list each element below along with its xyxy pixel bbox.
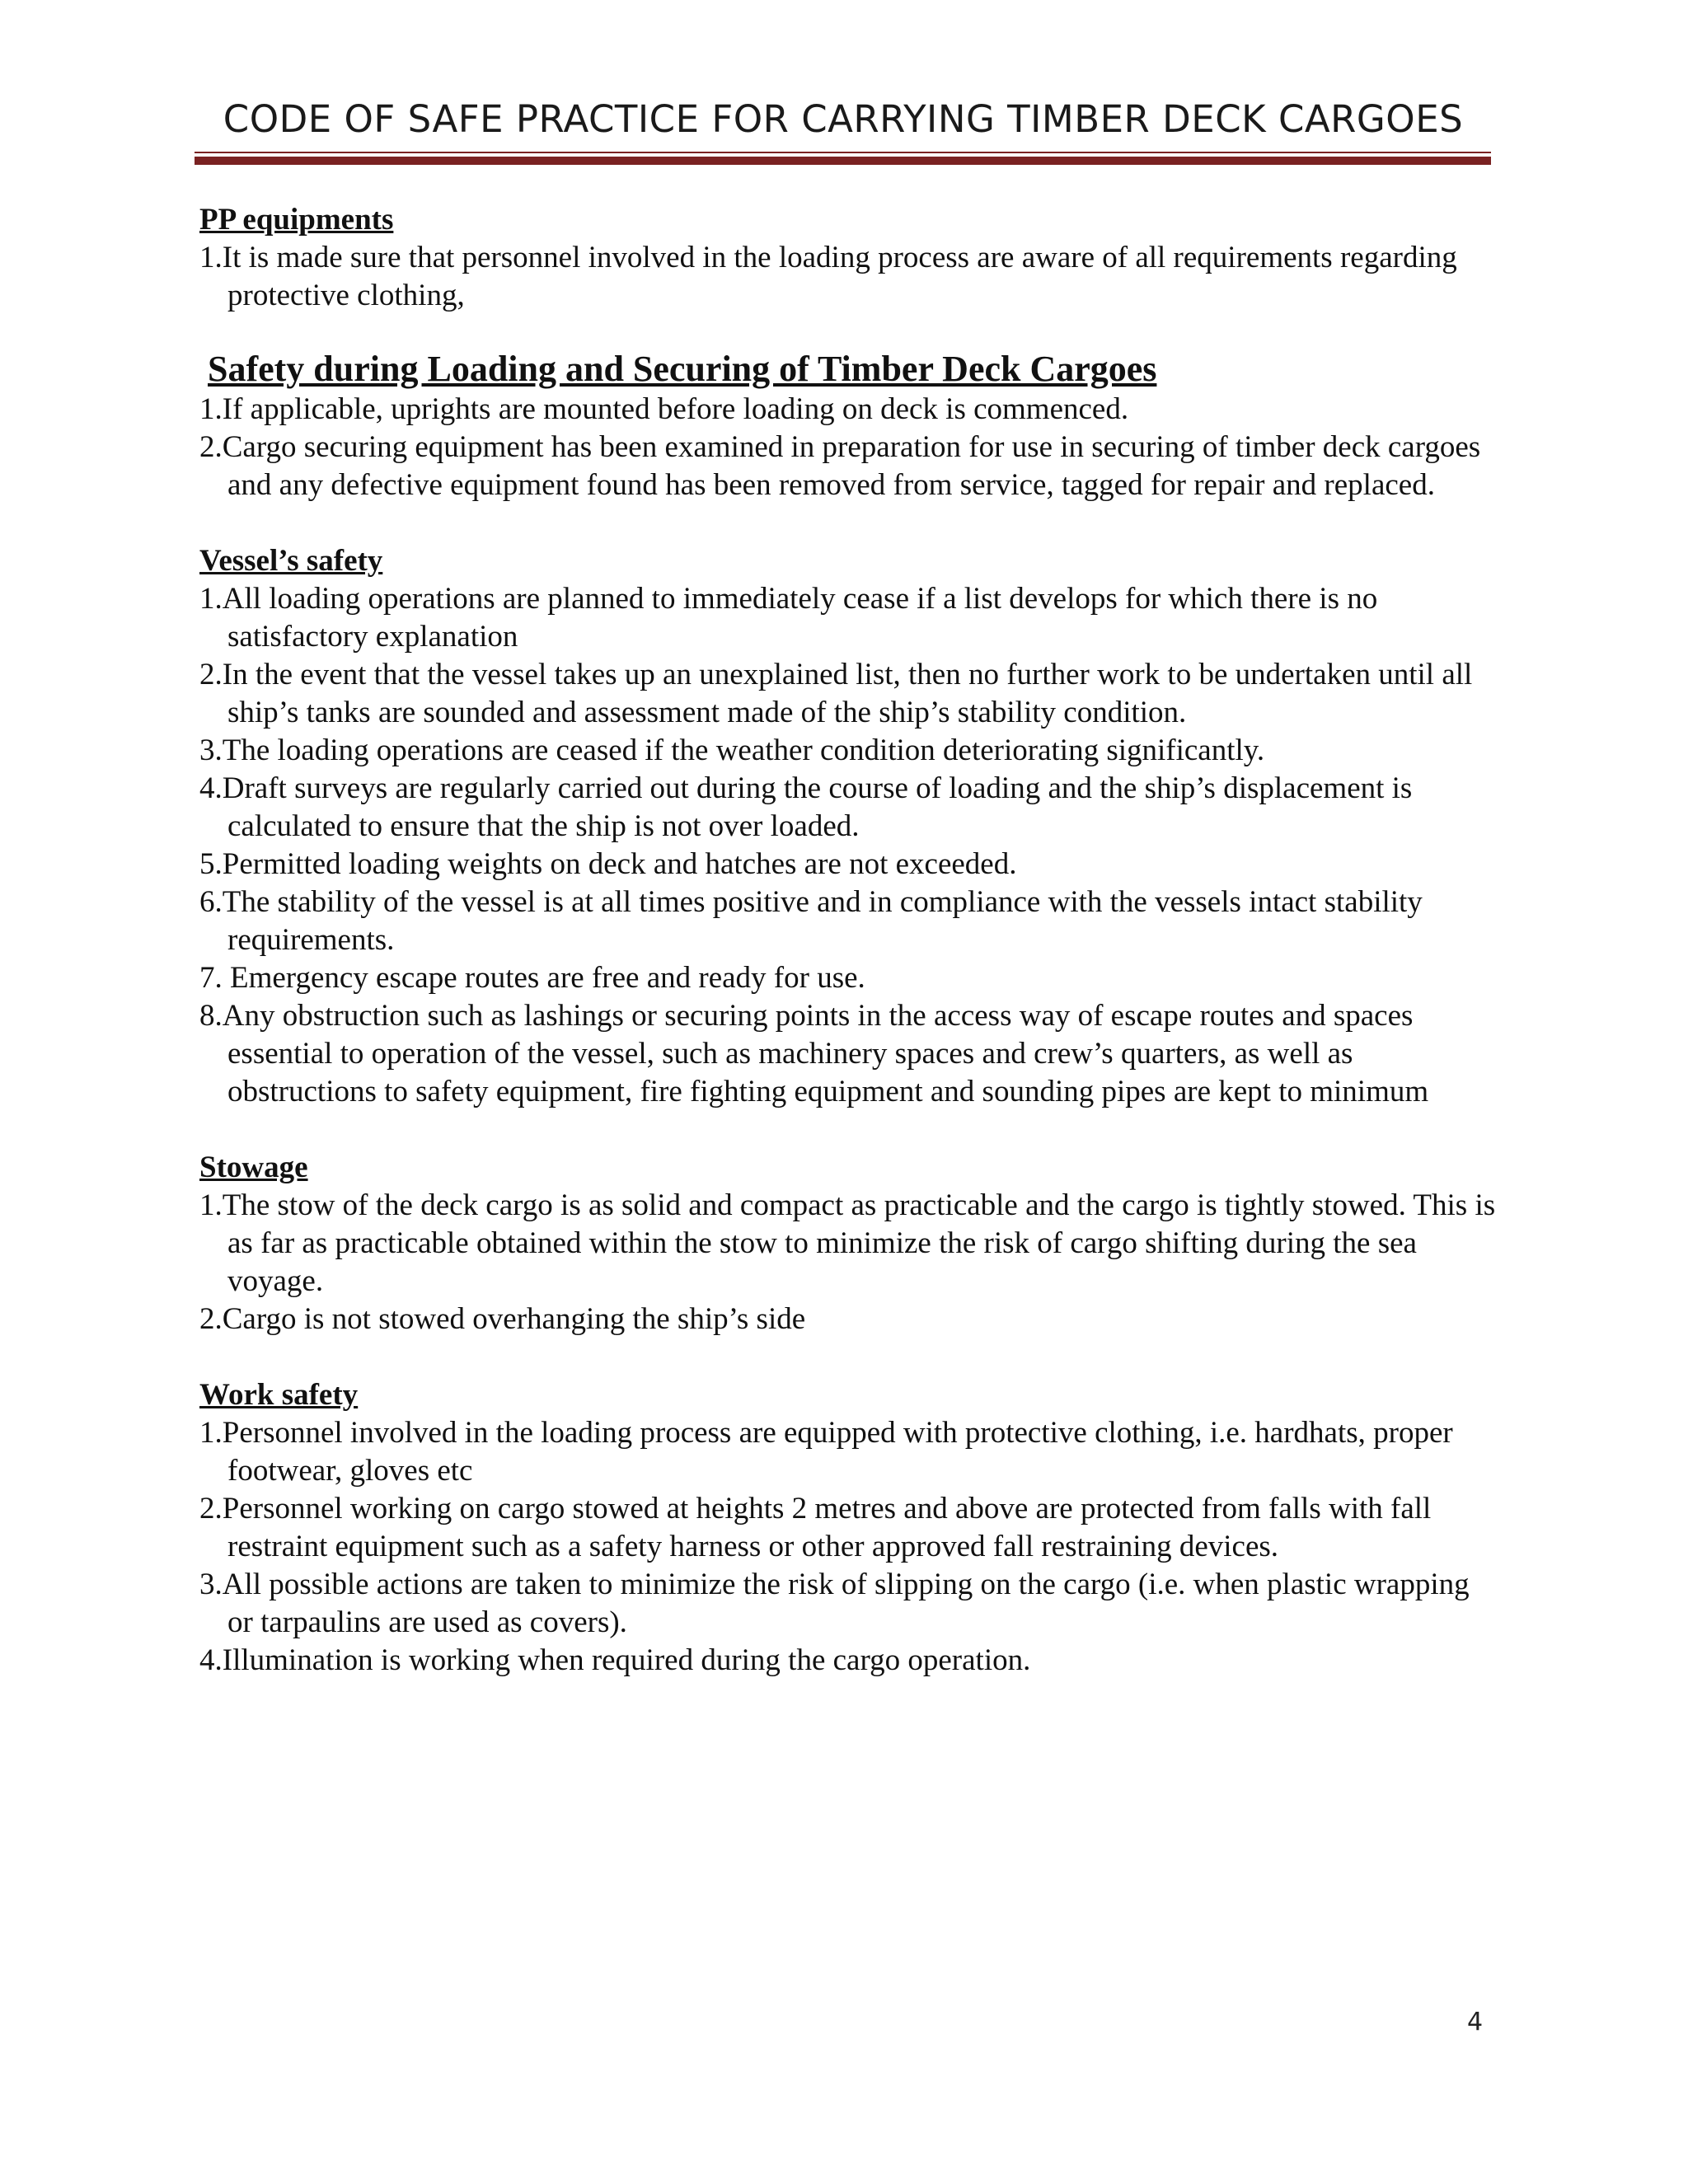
list-item: 4.Illumination is working when required during the cargo operation.	[199, 1643, 1031, 1677]
list-item: 3.All possible actions are taken to minimize the risk of slipping on the cargo (i.e. when plastic wrapping or tarpaulins are used as covers).	[199, 1568, 1470, 1639]
page-number: 4	[1467, 2008, 1484, 2036]
page-header-title: CODE OF SAFE PRACTICE FOR CARRYING TIMBER DECK CARGOES	[223, 97, 1464, 141]
spacer	[199, 1111, 1502, 1149]
document-body	[199, 201, 1502, 1680]
list-item: 2.Personnel working on cargo stowed at heights 2 metres and above are protected from falls with fall restraint equipment such as a safety harness or other approved fall restraining devices.	[199, 1492, 1432, 1563]
section-vessel-safety	[199, 542, 1502, 1111]
list-item: 6.The stability of the vessel is at all times positive and in compliance with the vessels intact stability requirements.	[199, 885, 1423, 957]
section-pp-equipments	[199, 201, 1502, 315]
section-heading: Safety during Loading and Securing of Timber Deck Cargoes	[208, 349, 1157, 389]
list-item: 3.The loading operations are ceased if the weather condition deteriorating significantly.	[199, 733, 1265, 767]
list-item: 5.Permitted loading weights on deck and hatches are not exceeded.	[199, 847, 1017, 881]
spacer	[199, 504, 1502, 542]
section-heading: Stowage	[199, 1151, 308, 1184]
list-item: 1.Personnel involved in the loading process are equipped with protective clothing, i.e. hardhats, proper footwear, gloves etc	[199, 1416, 1453, 1488]
list-item: 4.Draft surveys are regularly carried out during the course of loading and the ship’s displacement is calculated to ensure that the ship is not over loaded.	[199, 771, 1413, 843]
list-item: 7. Emergency escape routes are free and ready for use.	[199, 961, 865, 995]
spacer	[199, 1338, 1502, 1376]
list-item: 1.If applicable, uprights are mounted before loading on deck is commenced.	[199, 392, 1129, 426]
list-item: 1.All loading operations are planned to immediately cease if a list develops for which there is no satisfactory explanation	[199, 582, 1378, 654]
section-heading: Vessel’s safety	[199, 544, 383, 578]
list-item: 1.The stow of the deck cargo is as solid and compact as practicable and the cargo is tightly stowed. This is as far as practicable obtained within the stow to minimize the risk of cargo shifting during the sea voyage.	[199, 1188, 1496, 1298]
section-stowage	[199, 1149, 1502, 1338]
list-item: 2.Cargo is not stowed overhanging the ship’s side	[199, 1302, 806, 1336]
section-loading-safety	[199, 348, 1502, 504]
section-work-safety	[199, 1376, 1502, 1680]
spacer	[199, 315, 1502, 348]
list-item: 1.It is made sure that personnel involved in the loading process are aware of all requirements regarding protective clothing,	[199, 241, 1457, 312]
header-rule-thick	[195, 157, 1491, 165]
list-item: 2.In the event that the vessel takes up an unexplained list, then no further work to be undertaken until all ship’s tanks are sounded and assessment made of the ship’s stability condition.	[199, 658, 1473, 729]
list-item: 2.Cargo securing equipment has been examined in preparation for use in securing of timber deck cargoes and any defective equipment found has been removed from service, tagged for repair and replaced.	[199, 430, 1481, 502]
list-item: 8.Any obstruction such as lashings or securing points in the access way of escape routes and spaces essential to operation of the vessel, such as machinery spaces and crew’s quarters, as well as obstructions to safety equipment, fire fighting equipment and sounding pipes are kept to minimum	[199, 999, 1429, 1108]
section-heading: Work safety	[199, 1378, 359, 1412]
header-rule-thin	[195, 152, 1491, 153]
section-heading: PP equipments	[199, 203, 394, 237]
